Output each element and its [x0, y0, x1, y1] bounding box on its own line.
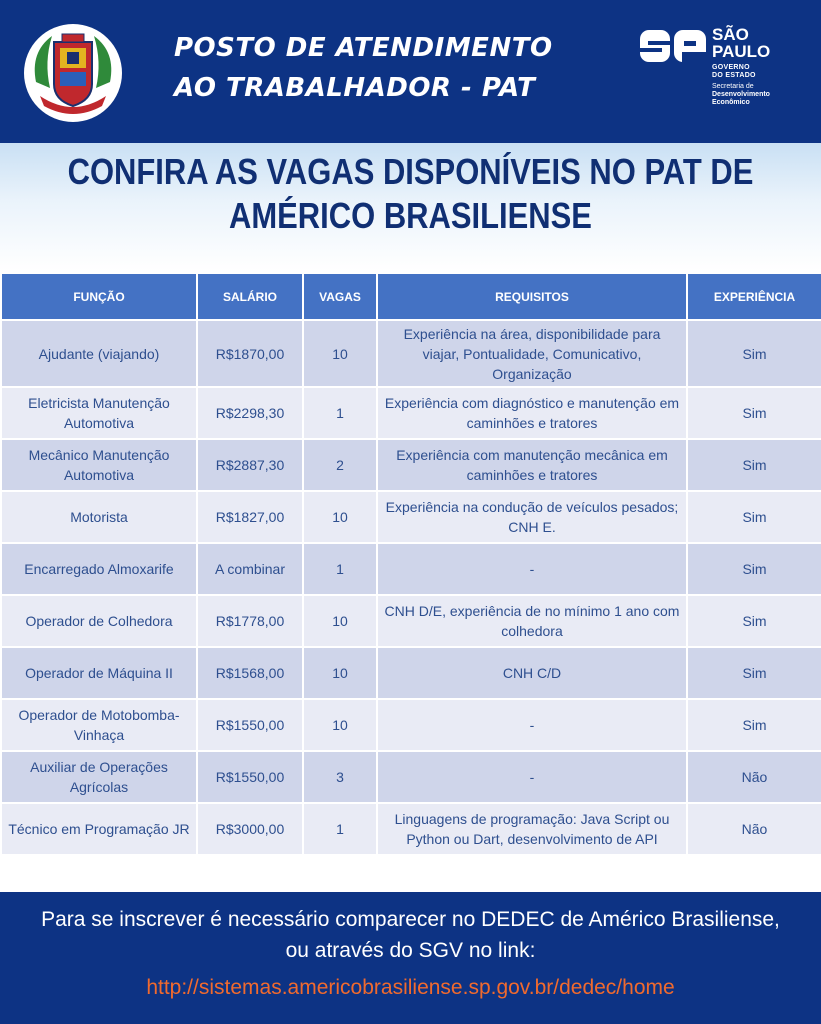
banner-title-line2: AO TRABALHADOR - PAT	[174, 73, 536, 103]
cell-funcao: Auxiliar de Operações Agrícolas	[1, 751, 197, 803]
cell-vagas: 10	[303, 647, 377, 699]
cell-experiencia: Não	[687, 803, 821, 855]
cell-experiencia: Sim	[687, 699, 821, 751]
cell-vagas: 10	[303, 595, 377, 647]
column-header-salario: SALÁRIO	[197, 273, 303, 320]
banner-title-line1: POSTO DE ATENDIMENTO	[174, 33, 553, 63]
cell-requisitos: Experiência com manutenção mecânica em caminhões e tratores	[377, 439, 687, 491]
sp-logo-secretaria	[712, 83, 770, 107]
cell-funcao: Eletricista Manutenção Automotiva	[1, 387, 197, 439]
cell-salario: R$1550,00	[197, 699, 303, 751]
cell-experiencia: Sim	[687, 320, 821, 387]
jobs-table	[0, 272, 821, 856]
cell-vagas: 10	[303, 320, 377, 387]
cell-experiencia: Sim	[687, 387, 821, 439]
column-header-funcao: FUNÇÃO	[1, 273, 197, 320]
headline-line1: CONFIRA AS VAGAS DISPONÍVEIS NO PAT DE	[67, 151, 754, 192]
cell-experiencia: Sim	[687, 491, 821, 543]
table-row	[1, 647, 821, 699]
sp-logo-gov-line1: GOVERNO	[712, 64, 750, 71]
table-row	[1, 491, 821, 543]
cell-experiencia: Sim	[687, 595, 821, 647]
footer-instructions	[0, 904, 821, 966]
cell-requisitos: Experiência na condução de veículos pesados; CNH E.	[377, 491, 687, 543]
cell-vagas: 1	[303, 543, 377, 595]
footer-band	[0, 892, 821, 1024]
cell-vagas: 10	[303, 699, 377, 751]
cell-salario: R$1827,00	[197, 491, 303, 543]
cell-requisitos: Linguagens de programação: Java Script ou Python ou Dart, desenvolvimento de API	[377, 803, 687, 855]
sp-logo-name-line2: PAULO	[712, 42, 771, 61]
sp-logo-governo	[712, 64, 756, 80]
headline-line2: AMÉRICO BRASILIENSE	[229, 195, 592, 236]
column-header-experiencia: EXPERIÊNCIA	[687, 273, 821, 320]
sp-logo-sec-line1: Secretaria de	[712, 83, 754, 90]
cell-funcao: Motorista	[1, 491, 197, 543]
table-row	[1, 803, 821, 855]
cell-vagas: 10	[303, 491, 377, 543]
cell-requisitos: Experiência na área, disponibilidade para viajar, Pontualidade, Comunicativo, Organização	[377, 320, 687, 387]
cell-salario: R$2298,30	[197, 387, 303, 439]
banner-title	[174, 28, 634, 108]
cell-salario: R$1550,00	[197, 751, 303, 803]
table-row	[1, 439, 821, 491]
cell-salario: R$1568,00	[197, 647, 303, 699]
table-row	[1, 320, 821, 387]
headline	[57, 150, 763, 238]
cell-salario: R$1870,00	[197, 320, 303, 387]
cell-salario: R$2887,30	[197, 439, 303, 491]
cell-requisitos: CNH C/D	[377, 647, 687, 699]
column-header-vagas: VAGAS	[303, 273, 377, 320]
column-header-requisitos: REQUISITOS	[377, 273, 687, 320]
sp-logo-icon	[640, 30, 706, 62]
cell-funcao: Operador de Máquina II	[1, 647, 197, 699]
sp-logo-name	[712, 26, 770, 60]
cell-funcao: Técnico em Programação JR	[1, 803, 197, 855]
cell-funcao: Encarregado Almoxarife	[1, 543, 197, 595]
table-row	[1, 543, 821, 595]
cell-experiencia: Sim	[687, 439, 821, 491]
signup-link[interactable]: http://sistemas.americobrasiliense.sp.gov.br/dedec/home	[146, 976, 675, 999]
cell-salario: R$1778,00	[197, 595, 303, 647]
cell-requisitos: -	[377, 751, 687, 803]
sp-logo-name-line1: SÃO	[712, 25, 749, 44]
cell-funcao: Operador de Colhedora	[1, 595, 197, 647]
sp-logo-sec-line3: Econômico	[712, 99, 750, 106]
cell-funcao: Mecânico Manutenção Automotiva	[1, 439, 197, 491]
cell-requisitos: -	[377, 699, 687, 751]
sp-logo-gov-line2: DO ESTADO	[712, 72, 756, 79]
cell-vagas: 2	[303, 439, 377, 491]
footer-line2: ou através do SGV no link:	[285, 939, 536, 962]
municipal-crest-icon	[22, 22, 124, 124]
table-row	[1, 699, 821, 751]
cell-requisitos: -	[377, 543, 687, 595]
cell-experiencia: Sim	[687, 647, 821, 699]
footer-line1: Para se inscrever é necessário comparecer no DEDEC de Américo Brasiliense,	[41, 908, 780, 931]
cell-funcao: Operador de Motobomba-Vinhaça	[1, 699, 197, 751]
cell-vagas: 1	[303, 803, 377, 855]
cell-requisitos: Experiência com diagnóstico e manutenção em caminhões e tratores	[377, 387, 687, 439]
cell-experiencia: Sim	[687, 543, 821, 595]
cell-salario: A combinar	[197, 543, 303, 595]
sp-government-logo	[640, 26, 800, 116]
cell-requisitos: CNH D/E, experiência de no mínimo 1 ano com colhedora	[377, 595, 687, 647]
cell-salario: R$3000,00	[197, 803, 303, 855]
cell-experiencia: Não	[687, 751, 821, 803]
cell-vagas: 3	[303, 751, 377, 803]
table-row	[1, 595, 821, 647]
cell-vagas: 1	[303, 387, 377, 439]
table-row	[1, 751, 821, 803]
table-header-row	[1, 273, 821, 320]
cell-funcao: Ajudante (viajando)	[1, 320, 197, 387]
top-banner	[0, 0, 821, 143]
sp-logo-sec-line2: Desenvolvimento	[712, 91, 770, 98]
table-row	[1, 387, 821, 439]
